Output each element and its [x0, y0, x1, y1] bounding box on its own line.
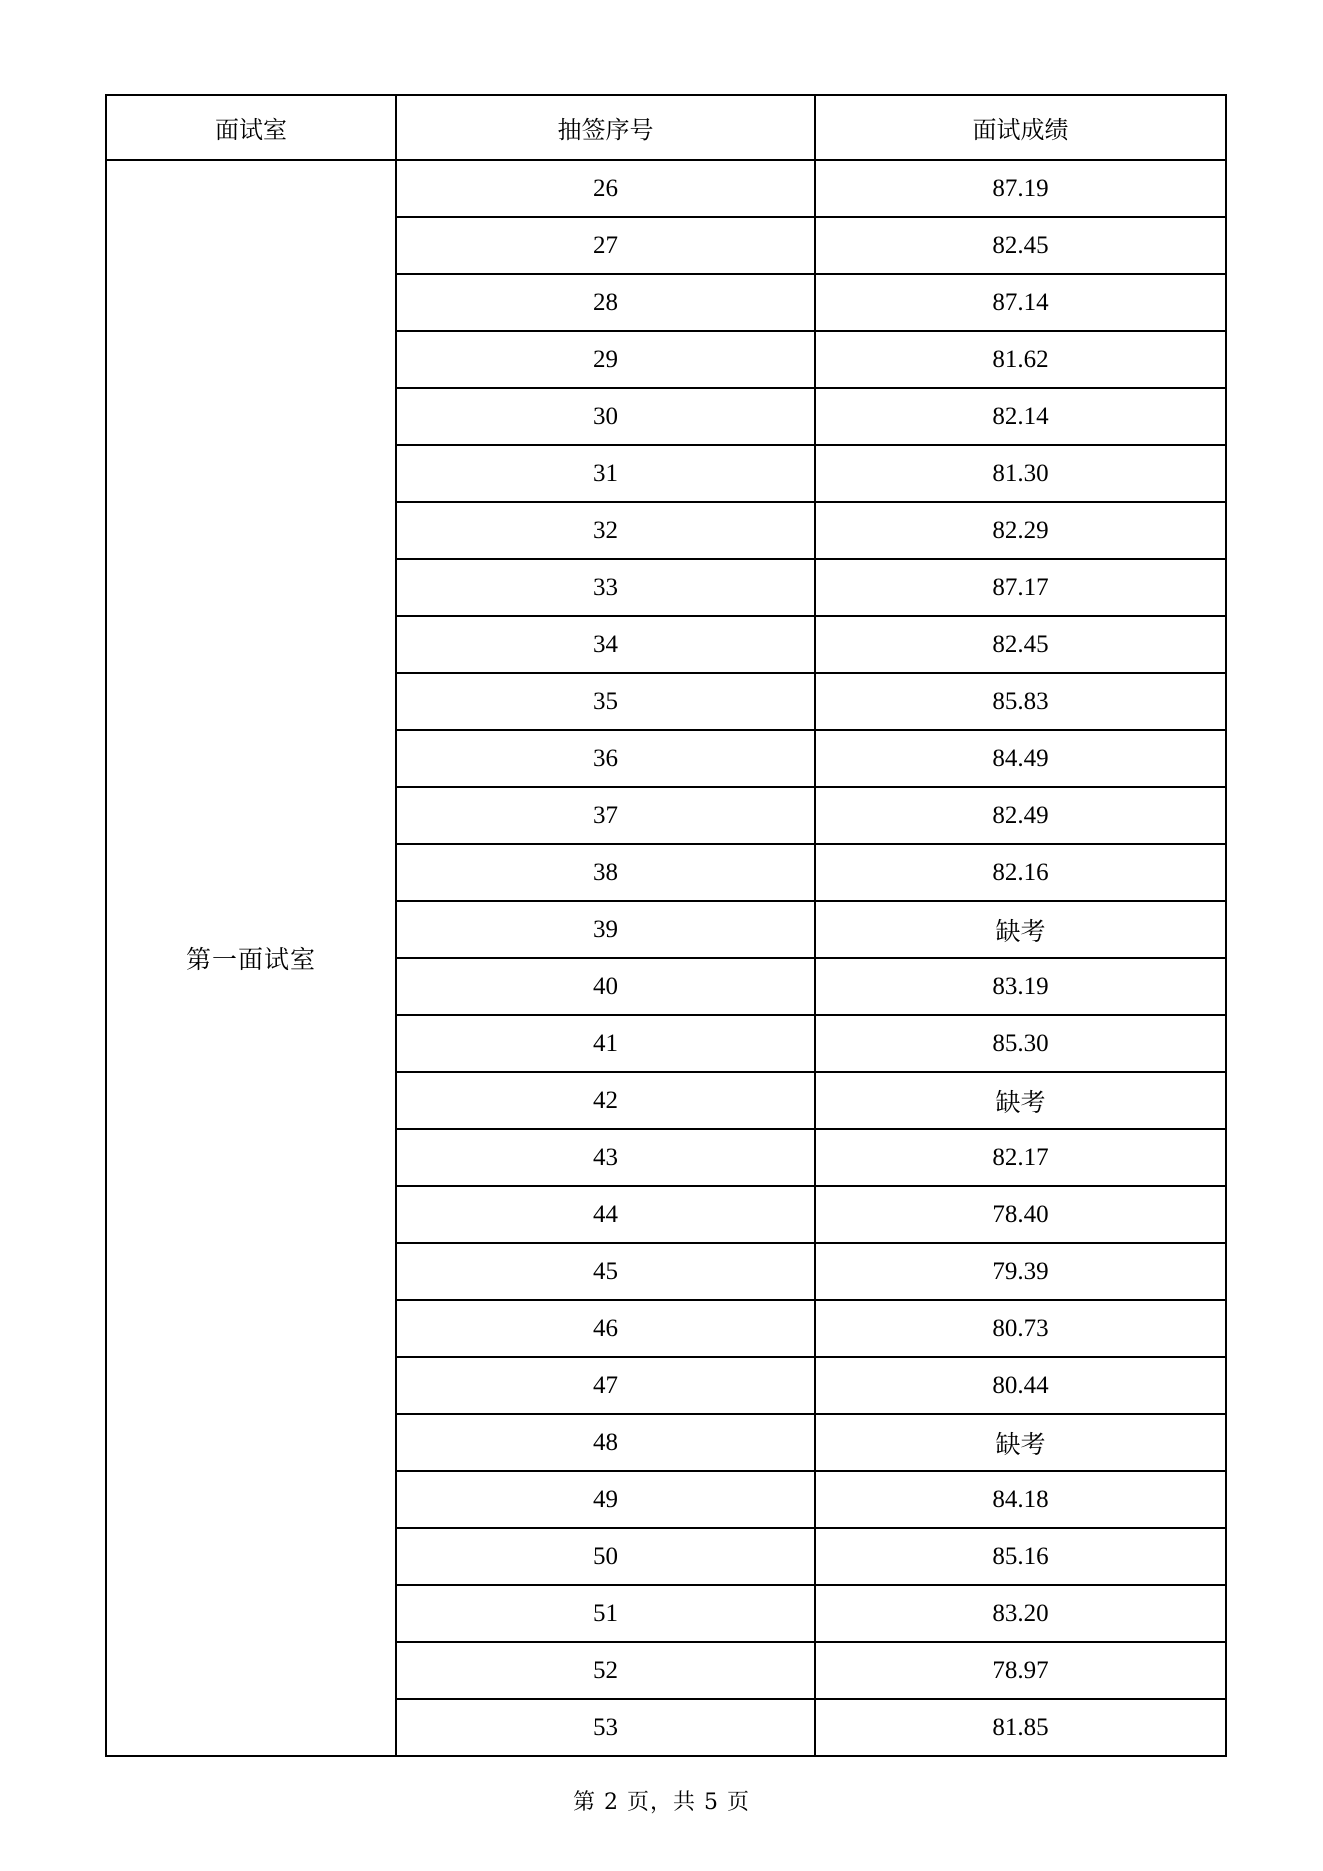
- header-draw-number: 抽签序号: [396, 95, 815, 160]
- draw-number-cell: 33: [396, 559, 815, 616]
- score-cell: 84.49: [815, 730, 1226, 787]
- score-cell: 缺考: [815, 901, 1226, 958]
- draw-number-cell: 32: [396, 502, 815, 559]
- score-cell: 82.16: [815, 844, 1226, 901]
- score-cell: 81.30: [815, 445, 1226, 502]
- draw-number-cell: 48: [396, 1414, 815, 1471]
- score-cell: 85.16: [815, 1528, 1226, 1585]
- score-cell: 82.45: [815, 616, 1226, 673]
- score-cell: 87.14: [815, 274, 1226, 331]
- score-cell: 87.17: [815, 559, 1226, 616]
- score-cell: 缺考: [815, 1414, 1226, 1471]
- draw-number-cell: 52: [396, 1642, 815, 1699]
- draw-number-cell: 31: [396, 445, 815, 502]
- draw-number-cell: 38: [396, 844, 815, 901]
- score-cell: 80.73: [815, 1300, 1226, 1357]
- draw-number-cell: 29: [396, 331, 815, 388]
- page-number: 第 2 页，共 5 页: [573, 1790, 750, 1815]
- score-cell: 85.30: [815, 1015, 1226, 1072]
- score-cell: 87.19: [815, 160, 1226, 217]
- score-cell: 缺考: [815, 1072, 1226, 1129]
- draw-number-cell: 44: [396, 1186, 815, 1243]
- draw-number-cell: 37: [396, 787, 815, 844]
- draw-number-cell: 49: [396, 1471, 815, 1528]
- draw-number-cell: 27: [396, 217, 815, 274]
- draw-number-cell: 28: [396, 274, 815, 331]
- score-table-body: [106, 160, 1226, 1756]
- draw-number-cell: 46: [396, 1300, 815, 1357]
- score-cell: 80.44: [815, 1357, 1226, 1414]
- draw-number-cell: 53: [396, 1699, 815, 1756]
- draw-number-cell: 26: [396, 160, 815, 217]
- score-cell: 79.39: [815, 1243, 1226, 1300]
- score-cell: 82.14: [815, 388, 1226, 445]
- draw-number-cell: 39: [396, 901, 815, 958]
- draw-number-cell: 51: [396, 1585, 815, 1642]
- score-cell: 83.19: [815, 958, 1226, 1015]
- score-cell: 81.85: [815, 1699, 1226, 1756]
- header-row: [106, 95, 1226, 160]
- score-cell: 82.45: [815, 217, 1226, 274]
- draw-number-cell: 45: [396, 1243, 815, 1300]
- score-cell: 85.83: [815, 673, 1226, 730]
- draw-number-cell: 47: [396, 1357, 815, 1414]
- score-table: [105, 94, 1227, 1757]
- header-room: 面试室: [106, 95, 396, 160]
- draw-number-cell: 30: [396, 388, 815, 445]
- draw-number-cell: 50: [396, 1528, 815, 1585]
- header-score: 面试成绩: [815, 95, 1226, 160]
- draw-number-cell: 41: [396, 1015, 815, 1072]
- score-cell: 78.40: [815, 1186, 1226, 1243]
- score-cell: 83.20: [815, 1585, 1226, 1642]
- score-cell: 81.62: [815, 331, 1226, 388]
- draw-number-cell: 43: [396, 1129, 815, 1186]
- score-cell: 84.18: [815, 1471, 1226, 1528]
- draw-number-cell: 42: [396, 1072, 815, 1129]
- draw-number-cell: 34: [396, 616, 815, 673]
- table-row: [106, 160, 1226, 217]
- score-cell: 82.49: [815, 787, 1226, 844]
- score-cell: 82.29: [815, 502, 1226, 559]
- room-name-cell: 第一面试室: [106, 160, 396, 1756]
- draw-number-cell: 36: [396, 730, 815, 787]
- score-cell: 82.17: [815, 1129, 1226, 1186]
- score-cell: 78.97: [815, 1642, 1226, 1699]
- draw-number-cell: 40: [396, 958, 815, 1015]
- draw-number-cell: 35: [396, 673, 815, 730]
